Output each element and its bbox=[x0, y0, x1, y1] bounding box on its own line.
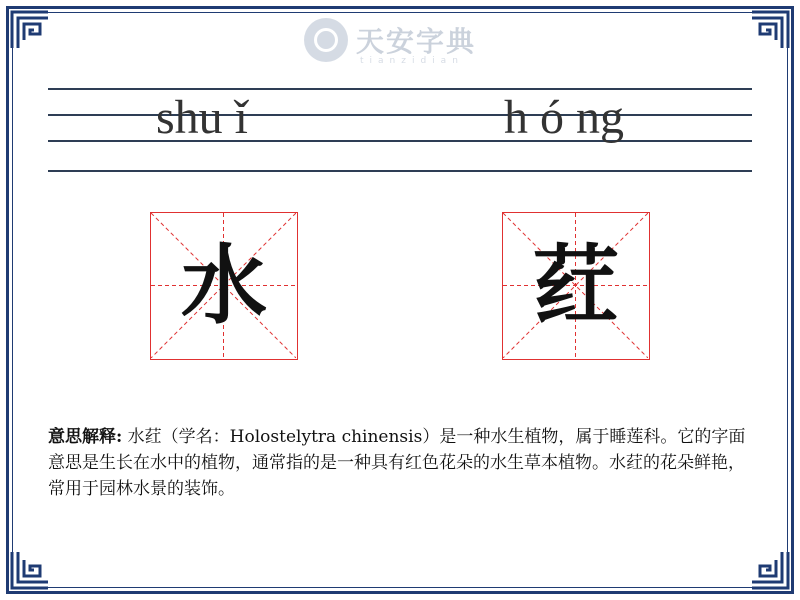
watermark-title: 天安字典 bbox=[356, 25, 477, 58]
explanation-label: 意思解释: bbox=[48, 427, 123, 447]
pinyin-rule-line bbox=[48, 140, 752, 142]
explanation-text: 水荭（学名：Holostelytra chinensis）是一种水生植物，属于睡莲科。它的字面意思是生长在水中的植物，通常指的是一种具有红色花朵的水生草本植物。水荭的花朵鲜艳，常用于园林水景的装饰。 bbox=[48, 427, 746, 499]
character-grid-first bbox=[150, 212, 298, 360]
character-glyph: 水 bbox=[181, 236, 267, 336]
pinyin-rule-line bbox=[48, 170, 752, 172]
corner-ornament-icon bbox=[750, 550, 790, 590]
corner-ornament-icon bbox=[750, 10, 790, 50]
pinyin-first: shu ǐ bbox=[156, 91, 249, 144]
watermark-logo-icon bbox=[304, 18, 348, 62]
character-glyph: 荭 bbox=[533, 236, 619, 336]
pinyin-second: h ó ng bbox=[504, 91, 624, 144]
pinyin-rule-line bbox=[48, 114, 752, 116]
character-grid-second bbox=[502, 212, 650, 360]
meaning-explanation bbox=[48, 424, 752, 502]
pinyin-rule-line bbox=[48, 88, 752, 90]
site-watermark bbox=[300, 14, 500, 74]
corner-ornament-icon bbox=[10, 10, 50, 50]
watermark-subtitle: tianzidian bbox=[360, 56, 464, 66]
corner-ornament-icon bbox=[10, 550, 50, 590]
